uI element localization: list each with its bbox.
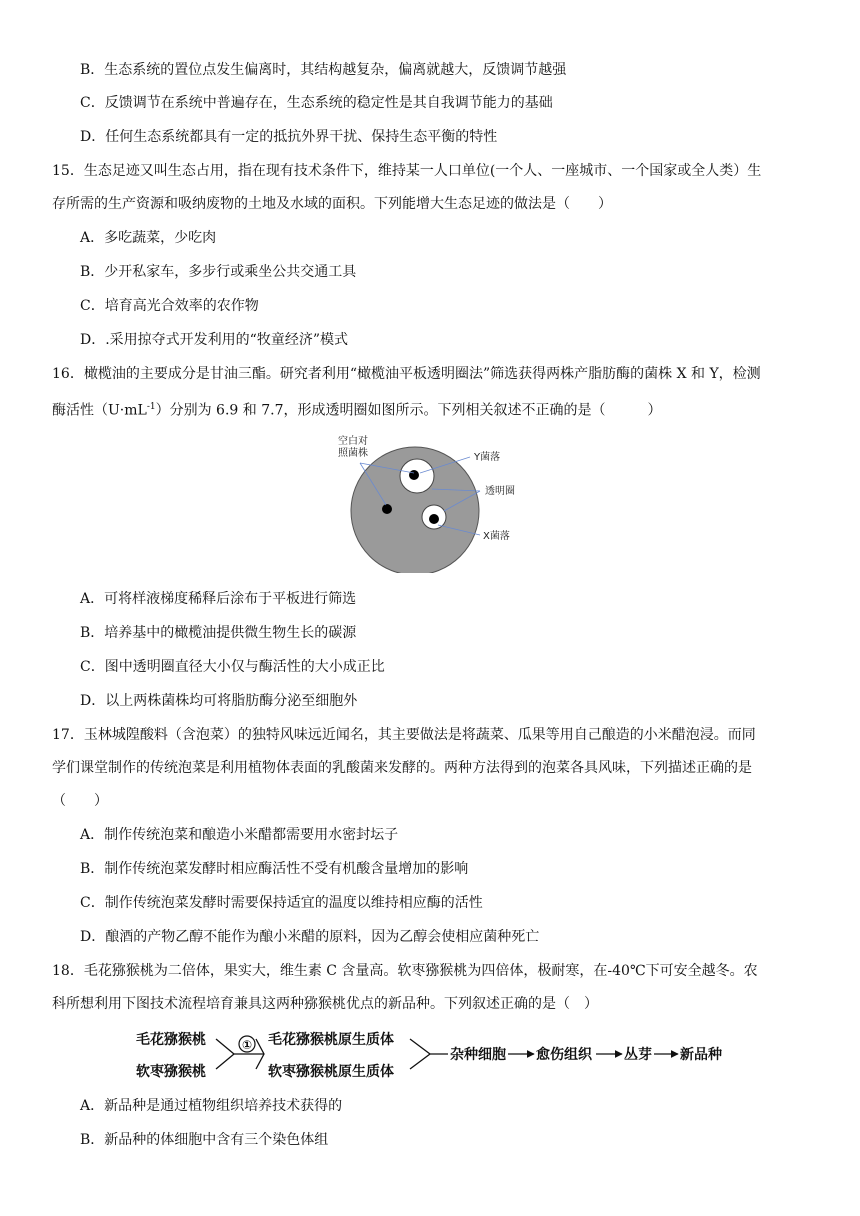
petri-dish-figure bbox=[330, 433, 530, 573]
q16-option-a: A．可将样液梯度稀释后涂布于平板进行筛选 bbox=[80, 591, 357, 607]
q14-option-b: B．生态系统的置位点发生偏离时，其结构越复杂，偏离就越大，反馈调节越强 bbox=[80, 62, 567, 78]
q17-stem-line1: 17．玉林城隍酸料（含泡菜）的独特风味远近闻名，其主要做法是将蔬菜、瓜果等用自己酿造的小米醋泡浸。而同 bbox=[52, 727, 756, 743]
q14-option-d: D．任何生态系统都具有一定的抵抗外界干扰、保持生态平衡的特性 bbox=[80, 129, 498, 145]
y-colony bbox=[409, 470, 419, 480]
q15-option-a: A．多吃蔬菜，少吃肉 bbox=[80, 230, 217, 246]
flow-shoot: 丛芽 bbox=[624, 1047, 652, 1063]
q16-stem-line2 bbox=[52, 397, 662, 421]
q17-option-c: C．制作传统泡菜发酵时需要保持适宜的温度以维持相应酶的活性 bbox=[80, 895, 483, 911]
flow-hybrid-cell: 杂种细胞 bbox=[450, 1047, 506, 1063]
flow-protoplast1: 毛花猕猴桃原生质体 bbox=[268, 1032, 394, 1048]
flow-plant1: 毛花猕猴桃 bbox=[136, 1032, 206, 1048]
q15-option-b: B．少开私家车，多步行或乘坐公共交通工具 bbox=[80, 264, 357, 280]
label-control-line2: 照菌株 bbox=[338, 448, 368, 459]
q17-option-d: D．酿酒的产物乙醇不能作为酿小米醋的原料，因为乙醇会使相应菌种死亡 bbox=[80, 929, 540, 945]
q16-option-b: B．培养基中的橄榄油提供微生物生长的碳源 bbox=[80, 625, 357, 641]
q16-option-c: C．图中透明圈直径大小仅与酶活性的大小成正比 bbox=[80, 659, 385, 675]
q14-option-c: C．反馈调节在系统中普遍存在，生态系统的稳定性是其自我调节能力的基础 bbox=[80, 95, 553, 111]
flow-callus: 愈伤组织 bbox=[536, 1047, 592, 1063]
q18-option-b: B．新品种的体细胞中含有三个染色体组 bbox=[80, 1132, 329, 1148]
flow-protoplast2: 软枣猕猴桃原生质体 bbox=[268, 1064, 394, 1080]
label-x-colony: X菌落 bbox=[483, 531, 510, 542]
q16-stem-line1: 16．橄榄油的主要成分是甘油三酯。研究者利用“橄榄油平板透明圈法”筛选获得两株产脂肪酶的菌株 X 和 Y，检测 bbox=[52, 366, 761, 382]
q17-option-a: A．制作传统泡菜和酿造小米醋都需要用水密封坛子 bbox=[80, 827, 399, 843]
flow-step-number: ① bbox=[242, 1038, 253, 1052]
q15-stem-line2: 存所需的生产资源和吸纳废物的土地及水域的面积。下列能增大生态足迹的做法是（ ） bbox=[52, 196, 612, 212]
control-colony bbox=[382, 504, 392, 514]
label-y-colony: Y菌落 bbox=[474, 452, 501, 463]
flow-bracket-right bbox=[410, 1039, 430, 1069]
x-colony bbox=[429, 514, 439, 524]
q15-option-d: D．.采用掠夺式开发利用的“牧童经济”模式 bbox=[80, 332, 348, 348]
q16-option-d: D．以上两株菌株均可将脂肪酶分泌至细胞外 bbox=[80, 693, 358, 709]
q17-stem-line3: （ ） bbox=[52, 793, 108, 809]
q16-stem-line2-b: ）分别为 6.9 和 7.7，形成透明圈如图所示。下列相关叙述不正确的是（ ） bbox=[155, 402, 662, 419]
label-halo: 透明圈 bbox=[485, 486, 515, 497]
q18-option-a: A．新品种是通过植物组织培养技术获得的 bbox=[80, 1098, 343, 1114]
label-control-line1: 空白对 bbox=[338, 436, 368, 447]
flow-new-variety: 新品种 bbox=[680, 1047, 722, 1063]
flow-diagram bbox=[130, 1026, 740, 1084]
q18-stem-line1: 18．毛花猕猴桃为二倍体，果实大，维生素 C 含量高。软枣猕猴桃为四倍体，极耐寒，在-40℃下可安全越冬。农 bbox=[52, 963, 758, 979]
q16-stem-superscript: -1 bbox=[146, 402, 156, 412]
flow-plant2: 软枣猕猴桃 bbox=[136, 1064, 206, 1080]
q15-stem-line1: 15．生态足迹又叫生态占用，指在现有技术条件下，维持某一人口单位(一个人、一座城市、一个国家或全人类）生 bbox=[52, 163, 762, 179]
q17-option-b: B．制作传统泡菜发酵时相应酶活性不受有机酸含量增加的影响 bbox=[80, 861, 469, 877]
q16-stem-line2-a: 酶活性（U·mL bbox=[52, 402, 147, 419]
q17-stem-line2: 学们课堂制作的传统泡菜是利用植物体表面的乳酸菌来发酵的。两种方法得到的泡菜各具风味，下列描述正确的是 bbox=[52, 760, 752, 776]
flow-bracket-left bbox=[216, 1039, 234, 1069]
q18-stem-line2: 科所想利用下图技术流程培育兼具这两种猕猴桃优点的新品种。下列叙述正确的是（ ） bbox=[52, 996, 598, 1012]
q15-option-c: C．培育高光合效率的农作物 bbox=[80, 298, 259, 314]
